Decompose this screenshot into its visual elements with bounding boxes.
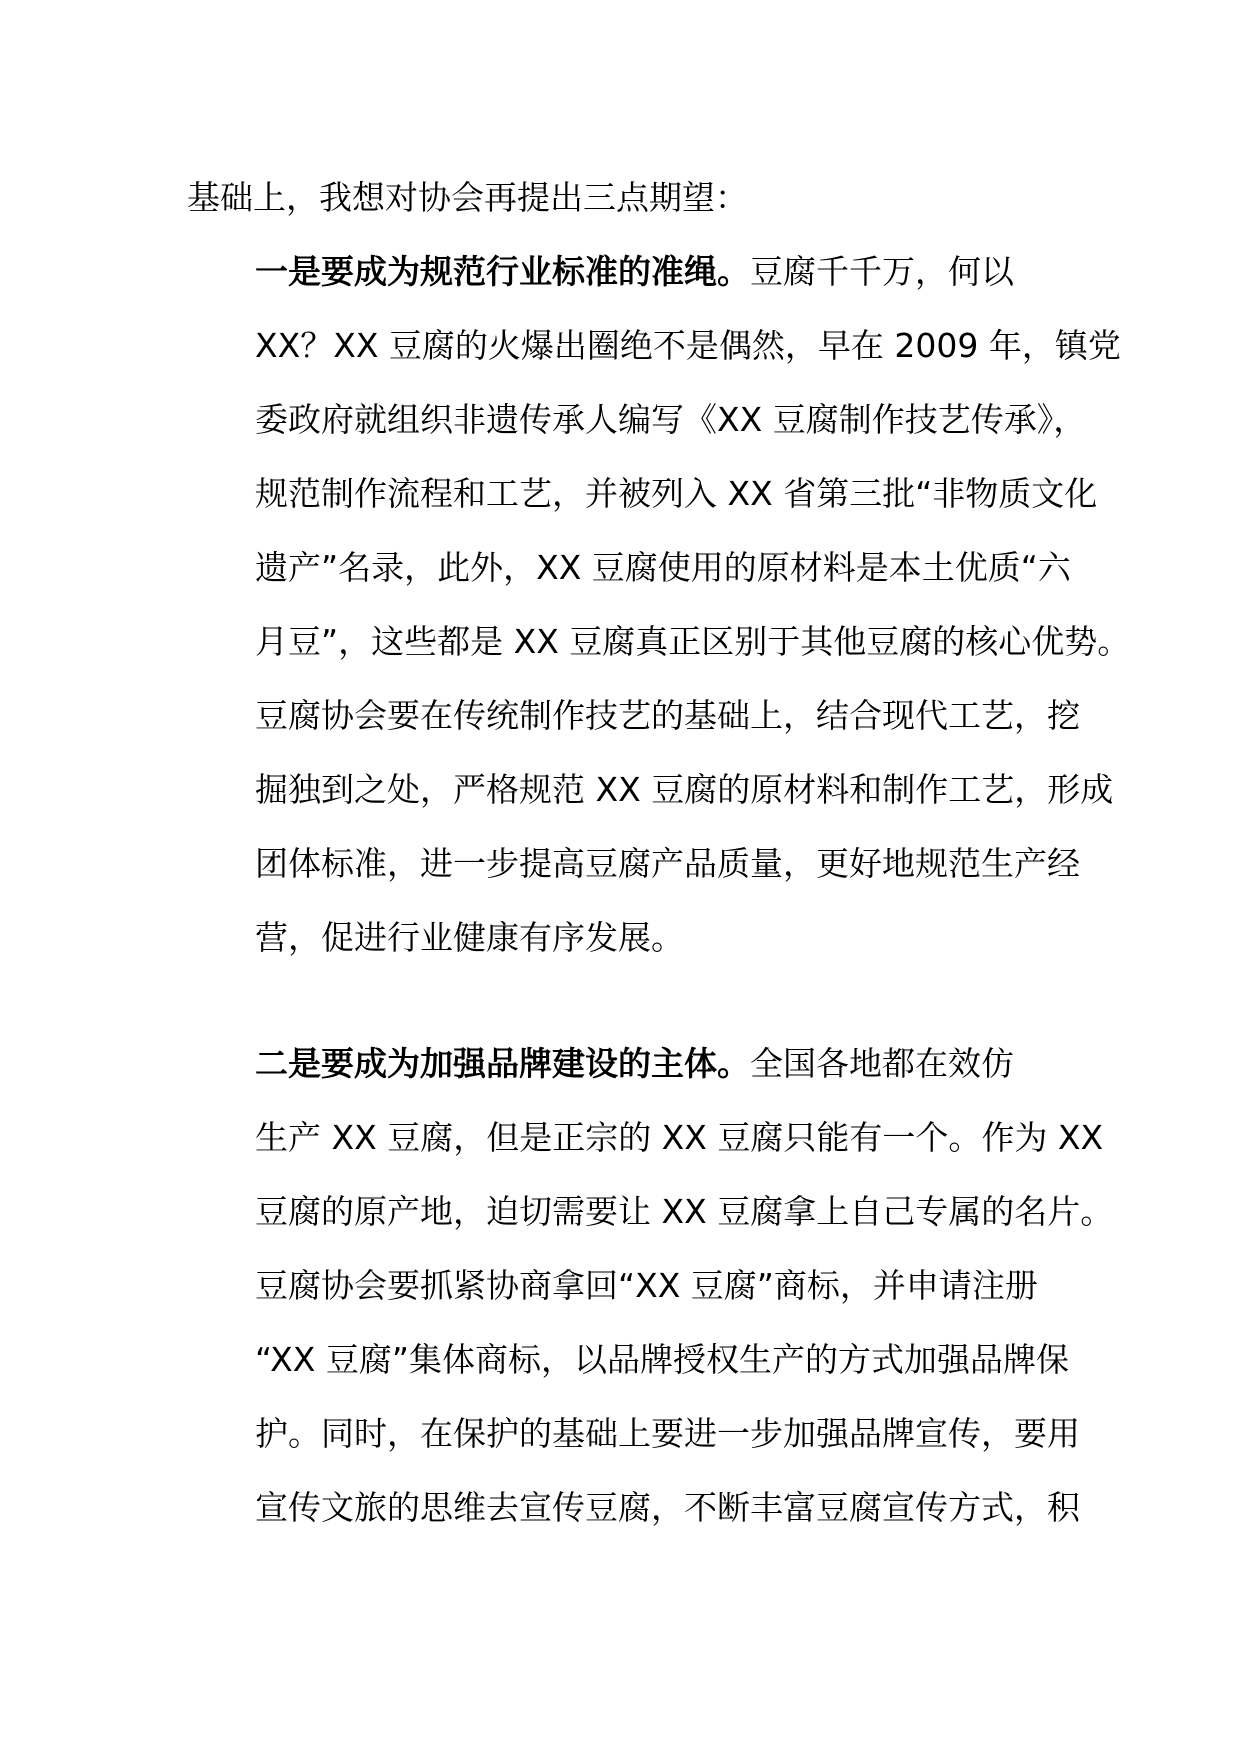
text-line: 掘独到之处，严格规范 XX 豆腐的原材料和制作工艺，形成	[255, 770, 1114, 809]
text-line: 遗产”名录，此外，XX 豆腐使用的原材料是本土优质“六	[255, 548, 1071, 587]
text-line: XX？XX 豆腐的火爆出圈绝不是偶然，早在 2009 年，镇党	[255, 326, 1121, 365]
text-line: 宣传文旅的思维去宣传豆腐，不断丰富豆腐宣传方式，积	[255, 1488, 1080, 1527]
text-line: 月豆”，这些都是 XX 豆腐真正区别于其他豆腐的核心优势。	[255, 622, 1131, 661]
text-line: 团体标准，进一步提高豆腐产品质量，更好地规范生产经	[255, 844, 1080, 883]
text-line: 生产 XX 豆腐，但是正宗的 XX 豆腐只能有一个。作为 XX	[255, 1118, 1104, 1157]
text-line: 护。同时，在保护的基础上要进一步加强品牌宣传，要用	[255, 1414, 1080, 1453]
text-line: “XX 豆腐”集体商标，以品牌授权生产的方式加强品牌保	[255, 1340, 1069, 1379]
text-line: 规范制作流程和工艺，并被列入 XX 省第三批“非物质文化	[255, 474, 1098, 513]
text-line	[187, 1027, 1057, 1101]
text-line: 基础上，我想对协会再提出三点期望：	[187, 178, 748, 217]
paragraph-text: 全国各地都在效仿	[750, 1044, 1014, 1083]
paragraph-heading: 一是要成为规范行业标准的准绳。	[255, 252, 750, 291]
text-line: 豆腐协会要在传统制作技艺的基础上，结合现代工艺，挖	[255, 696, 1080, 735]
paragraph-point-two	[187, 1027, 1114, 1545]
text-line: 营，促进行业健康有序发展。	[255, 918, 684, 957]
text-line	[187, 235, 1057, 309]
text-line: 豆腐协会要抓紧协商拿回“XX 豆腐”商标，并申请注册	[255, 1266, 1038, 1305]
paragraph-heading: 二是要成为加强品牌建设的主体。	[255, 1044, 750, 1083]
paragraph-intro	[187, 161, 1057, 235]
text-line: 委政府就组织非遗传承人编写《XX 豆腐制作技艺传承》，	[255, 400, 1087, 439]
text-line: 豆腐的原产地，迫切需要让 XX 豆腐拿上自己专属的名片。	[255, 1192, 1114, 1231]
paragraph-point-one	[187, 235, 1131, 975]
paragraph-text: 豆腐千千万，何以	[750, 252, 1014, 291]
